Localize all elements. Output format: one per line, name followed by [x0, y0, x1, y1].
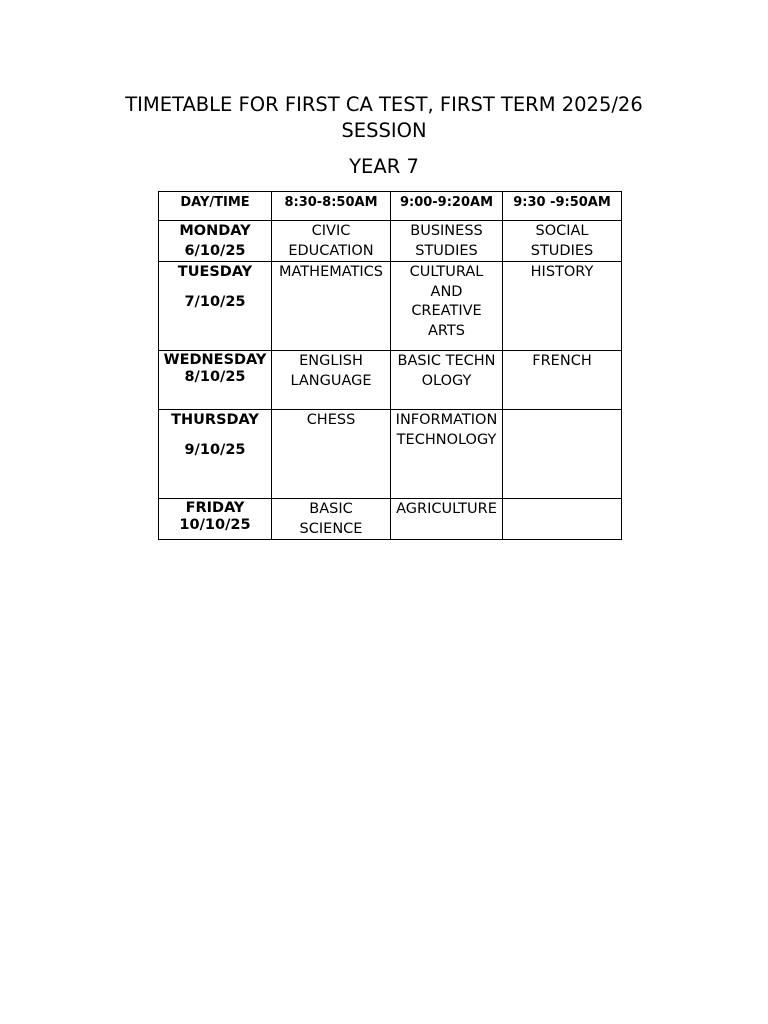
day-cell: [159, 262, 272, 351]
subject-cell: [503, 410, 622, 499]
table-row: [159, 499, 622, 540]
subject-cell: SOCIAL STUDIES: [503, 221, 622, 262]
header-slot-2: 9:00-9:20AM: [391, 192, 503, 221]
subject-cell: CULTURAL AND CREATIVE ARTS: [391, 262, 503, 351]
subject-cell: HISTORY: [503, 262, 622, 351]
day-date: 10/10/25: [179, 517, 251, 533]
table-row: [159, 262, 622, 351]
subject-cell: BASIC TECHNOLOGY: [391, 351, 503, 410]
day-date: 8/10/25: [184, 369, 246, 385]
header-slot-1: 8:30-8:50AM: [272, 192, 391, 221]
header-row: [159, 192, 622, 221]
subject-cell: CIVIC EDUCATION: [272, 221, 391, 262]
day-name: FRIDAY: [185, 500, 245, 516]
subject-cell: CHESS: [272, 410, 391, 499]
title-line-2: SESSION: [341, 119, 427, 142]
table-row: [159, 221, 622, 262]
title-line-1: TIMETABLE FOR FIRST CA TEST, FIRST TERM 2025/26: [125, 93, 643, 116]
day-name: TUESDAY: [177, 264, 253, 280]
subject-cell: INFORMATION TECHNOLOGY: [391, 410, 503, 499]
day-name: THURSDAY: [171, 412, 259, 428]
timetable: [158, 191, 622, 540]
subject-cell: MATHEMATICS: [272, 262, 391, 351]
subject-cell: BUSINESS STUDIES: [391, 221, 503, 262]
table-row: [159, 351, 622, 410]
day-date: 6/10/25: [184, 242, 246, 259]
subject-cell: [503, 499, 622, 540]
document-title: [80, 92, 688, 144]
day-date: 9/10/25: [184, 441, 246, 458]
day-cell: [159, 410, 272, 499]
header-slot-3: 9:30 -9:50AM: [503, 192, 622, 221]
subject-cell: BASIC SCIENCE: [272, 499, 391, 540]
day-cell: [159, 351, 272, 410]
class-label: YEAR 7: [349, 155, 419, 178]
table-row: [159, 410, 622, 499]
day-name: MONDAY: [179, 223, 251, 239]
subject-cell: AGRICULTURE: [391, 499, 503, 540]
subject-cell: ENGLISH LANGUAGE: [272, 351, 391, 410]
day-cell: [159, 499, 272, 540]
day-name: WEDNESDAY: [163, 352, 267, 368]
day-date: 7/10/25: [184, 293, 246, 310]
header-day-time: DAY/TIME: [159, 192, 272, 221]
day-cell: [159, 221, 272, 262]
subject-cell: FRENCH: [503, 351, 622, 410]
